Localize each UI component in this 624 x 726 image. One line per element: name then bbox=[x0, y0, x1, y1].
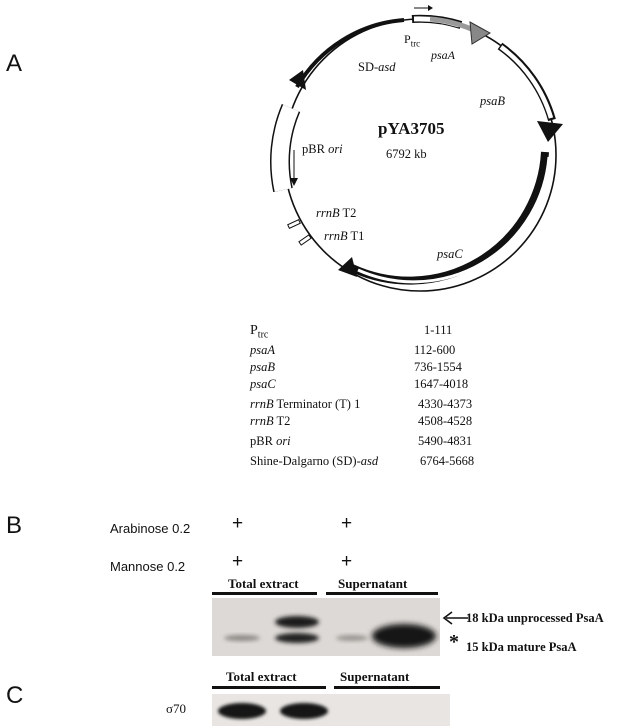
mannose-label: Mannose 0.2 bbox=[110, 559, 186, 574]
c-supernatant-bar bbox=[334, 686, 440, 689]
feature-name: pBR ori bbox=[250, 434, 291, 448]
mannose-plus-1: + bbox=[232, 551, 244, 572]
sd-asd-label: SD-asd bbox=[358, 60, 396, 74]
feature-name: rrnB Terminator (T) 1 bbox=[250, 397, 361, 411]
c-total-extract-header: Total extract bbox=[226, 669, 297, 684]
lower-band-label: 15 kDa mature PsaA bbox=[466, 640, 577, 654]
arabinose-plus-2: + bbox=[341, 513, 353, 534]
psaA-arrow bbox=[470, 22, 490, 44]
blot-c-image bbox=[212, 694, 450, 726]
rrnb-t2-mark bbox=[288, 220, 301, 229]
ptrc-label: $P_{trc}$ bbox=[404, 32, 421, 49]
pbr-ori-label: pBR ori bbox=[302, 142, 343, 156]
psaC-label: psaC bbox=[437, 247, 463, 261]
feature-range: 112-600 bbox=[414, 343, 456, 357]
c-supernatant-header: Supernatant bbox=[340, 669, 410, 684]
b-total-extract-bar bbox=[212, 592, 317, 595]
feature-range: 4330-4373 bbox=[418, 397, 473, 411]
feature-name: psaB bbox=[250, 360, 275, 374]
psaC-arrow bbox=[338, 257, 357, 277]
psaB-feature bbox=[500, 46, 552, 120]
feature-name: $P_{trc}$ bbox=[250, 323, 269, 341]
arabinose-label: Arabinose 0.2 bbox=[110, 521, 191, 536]
psaB-label: psaB bbox=[480, 94, 505, 108]
sd-asd-arc bbox=[297, 20, 404, 87]
b-supernatant-bar bbox=[326, 592, 438, 595]
panel-label-c: C bbox=[6, 682, 24, 709]
feature-range: 4508-4528 bbox=[418, 414, 473, 428]
rrnb-t1-label: rrnB T1 bbox=[324, 229, 365, 243]
c-total-extract-bar bbox=[212, 686, 326, 689]
arabinose-plus-1: + bbox=[232, 513, 244, 534]
feature-name: psaA bbox=[250, 343, 275, 357]
feature-name: Shine-Dalgarno (SD)-asd bbox=[250, 454, 379, 468]
panel-label-a: A bbox=[6, 50, 23, 77]
b-total-extract-header: Total extract bbox=[228, 576, 299, 591]
rrnb-t2-label: rrnB T2 bbox=[316, 206, 357, 220]
panel-label-b: B bbox=[6, 512, 23, 539]
feature-range: 6764-5668 bbox=[420, 454, 475, 468]
feature-range: 5490-4831 bbox=[418, 434, 473, 448]
feature-range: 736-1554 bbox=[414, 360, 462, 374]
sigma70-label: σ70 bbox=[166, 701, 187, 716]
plasmid-size: 6792 kb bbox=[386, 147, 427, 161]
psaB-arrow bbox=[537, 121, 563, 142]
psaA-label: psaA bbox=[431, 48, 455, 62]
rrnb-t1-mark bbox=[299, 235, 311, 245]
plasmid-name: pYA3705 bbox=[378, 119, 445, 138]
feature-range: 1-111 bbox=[424, 323, 453, 337]
feature-name: psaC bbox=[250, 377, 276, 391]
feature-name: rrnB T2 bbox=[250, 414, 291, 428]
b-supernatant-header: Supernatant bbox=[338, 576, 408, 591]
feature-range: 1647-4018 bbox=[414, 377, 469, 391]
lower-band-asterisk: * bbox=[449, 631, 459, 653]
upper-band-label: 18 kDa unprocessed PsaA bbox=[466, 611, 604, 625]
mannose-plus-2: + bbox=[341, 551, 353, 572]
blot-b-image bbox=[212, 598, 440, 656]
